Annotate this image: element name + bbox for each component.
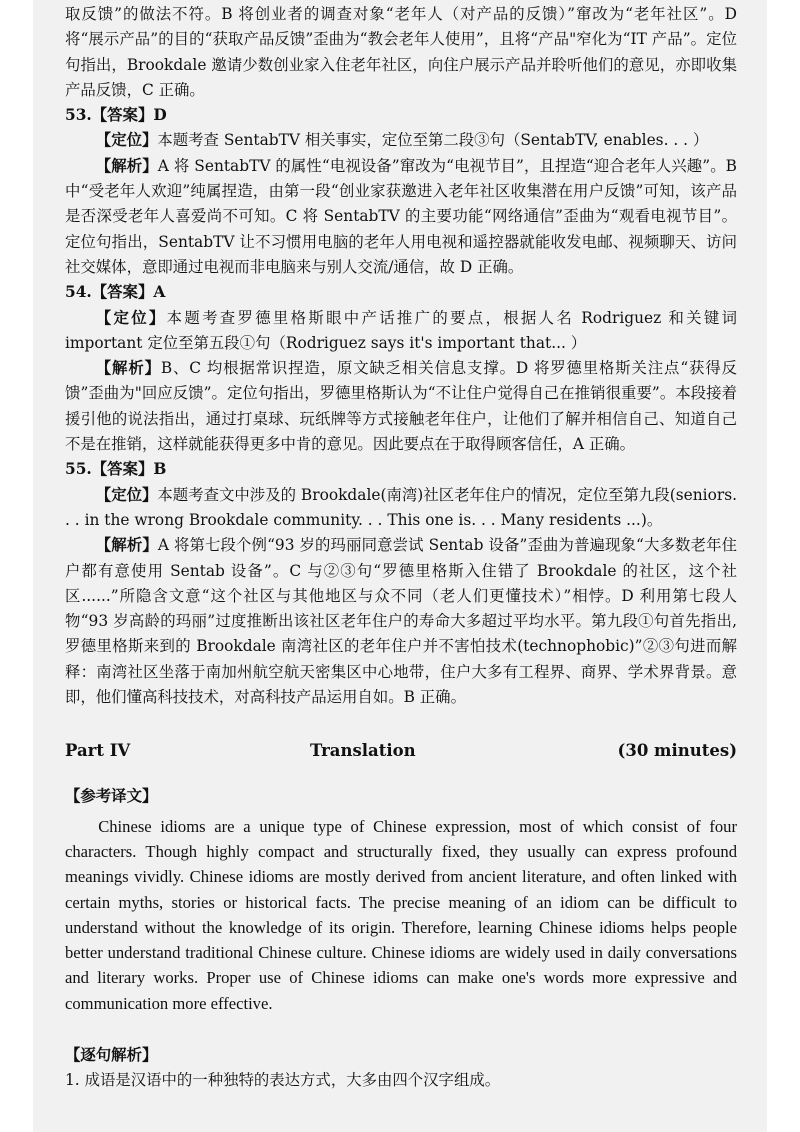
document-page [33, 0, 767, 1132]
part-title: Translation [310, 741, 416, 761]
answer-54-analysis [65, 356, 737, 457]
answer-54-locate-text: 本题考查罗德里格斯眼中产话推广的要点，根据人名 Rodriguez 和关键词 important 定位至第五段①句（Rodriguez says it's important that... ） [65, 308, 737, 352]
locate-label: 【定位】 [95, 131, 158, 150]
answer-53-analysis [65, 154, 737, 280]
analysis-label: 【解析】 [95, 536, 158, 555]
sentence-analysis-item-1: 1. 成语是汉语中的一种独特的表达方式，大多由四个汉字组成。 [65, 1071, 501, 1090]
answer-53-locate [65, 128, 737, 153]
sentence-analysis-heading: 【逐句解析】 [65, 1045, 158, 1064]
q52-continued-paragraph: 取反馈”的做法不符。B 将创业者的调查对象“老年人（对产品的反馈）”窜改为“老年社区”。D 将“展示产品”的目的“获取产品反馈”歪曲为“教会老年人使用”，且将“产品"窄化为“IT 产品”。定位句指出，Brookdale 邀请少数创业家入住老年社区，向住户展示产品并聆听他们的意见，亦即收集产品反馈，C 正确。 [65, 5, 737, 99]
part-label: Part IV [65, 741, 131, 761]
answer-55-analysis-text: A 将第七段个例“93 岁的玛丽同意尝试 Sentab 设备”歪曲为普遍现象“大多数老年住户都有意使用 Sentab 设备”。C 与②③句“罗德里格斯入住错了 Brookdale 的社区，这个社区......”所隐含文意“这个社区与其他地区与众不同（老人们更懂技术）”相悖。D 利用第七段人物“93 岁高龄的玛丽”过度推断出该社区老年住户的寿命大多超过平均水平。第九段①句首先指出,罗德里格斯来到的 Brookdale 南湾社区的老年住户并不害怕技术(technophobic)”②③句进而解释：南湾社区坐落于南加州航空航天密集区中心地带，住户大多有工程界、商界、学术界背景。意即，他们懂高科技技术，对高科技产品运用自如。B 正确。 [65, 536, 737, 707]
answer-53-heading: 53.【答案】D [65, 106, 167, 125]
analysis-label: 【解析】 [95, 359, 161, 378]
answer-54-locate [65, 306, 737, 357]
answer-55-analysis [65, 533, 737, 710]
answer-55-locate [65, 483, 737, 534]
answer-54-analysis-text: B、C 均根据常识捏造，原文缺乏相关信息支撑。D 将罗德里格斯关注点“获得反馈”歪曲为"回应反馈”。定位句指出，罗德里格斯认为“不让住户觉得自己在推销很重要”。本段接着援引他的说法指出，通过打桌球、玩纸牌等方式接触老年住户，让他们了解并相信自己、知道自己不是在推销，这样就能获得更多中肯的意见。因此要点在于取得顾客信任，A 正确。 [65, 359, 737, 454]
locate-label: 【定位】 [95, 485, 158, 504]
part-header [65, 738, 737, 763]
answer-55-locate-text: 本题考查文中涉及的 Brookdale(南湾)社区老年住户的情况，定位至第九段(seniors. . . in the wrong Brookdale community. . . This one is. . . Many residents ...)。 [65, 485, 737, 529]
part-time: (30 minutes) [617, 741, 737, 761]
answer-53-locate-text: 本题考查 SentabTV 相关事实，定位至第二段③句（SentabTV, enables. . . ） [157, 131, 709, 150]
reference-translation: Chinese idioms are a unique type of Chinese expression, most of which consist of four characters. Though highly compact and structurally fixed, they usually can express profound meanings vividly. Chinese idioms are mostly derived from ancient literature, and often linked with certain myths, stories or historical facts. The precise meaning of an idiom can be difficult to understand without the knowledge of its origin. Therefore, learning Chinese idioms helps people better understand traditional Chinese culture. Chinese idioms are widely used in daily conversations and literary works. Proper use of Chinese idioms can make one's words more expressive and communication more effective. [65, 816, 737, 1013]
document-content [65, 2, 737, 1094]
locate-label: 【定位】 [95, 308, 167, 327]
answer-55-heading: 55.【答案】B [65, 460, 167, 479]
analysis-label: 【解析】 [95, 156, 158, 175]
reference-heading: 【参考译文】 [65, 787, 158, 806]
answer-54-heading: 54.【答案】A [65, 283, 166, 302]
answer-53-analysis-text: A 将 SentabTV 的属性“电视设备”窜改为“电视节目”，且捏造“迎合老年人兴趣”。B 中“受老年人欢迎”纯属捏造，由第一段“创业家获邀进入老年社区收集潜在用户反馈”可知，该产品是否深受老年人喜爱尚不可知。C 将 SentabTV 的主要功能“网络通信”歪曲为“观看电视节目”。定位句指出，SentabTV 让不习惯用电脑的老年人用电视和遥控器就能收发电邮、视频聊天、访问社交媒体，意即通过电视而非电脑来与别人交流/通信，故 D 正确。 [65, 156, 737, 276]
